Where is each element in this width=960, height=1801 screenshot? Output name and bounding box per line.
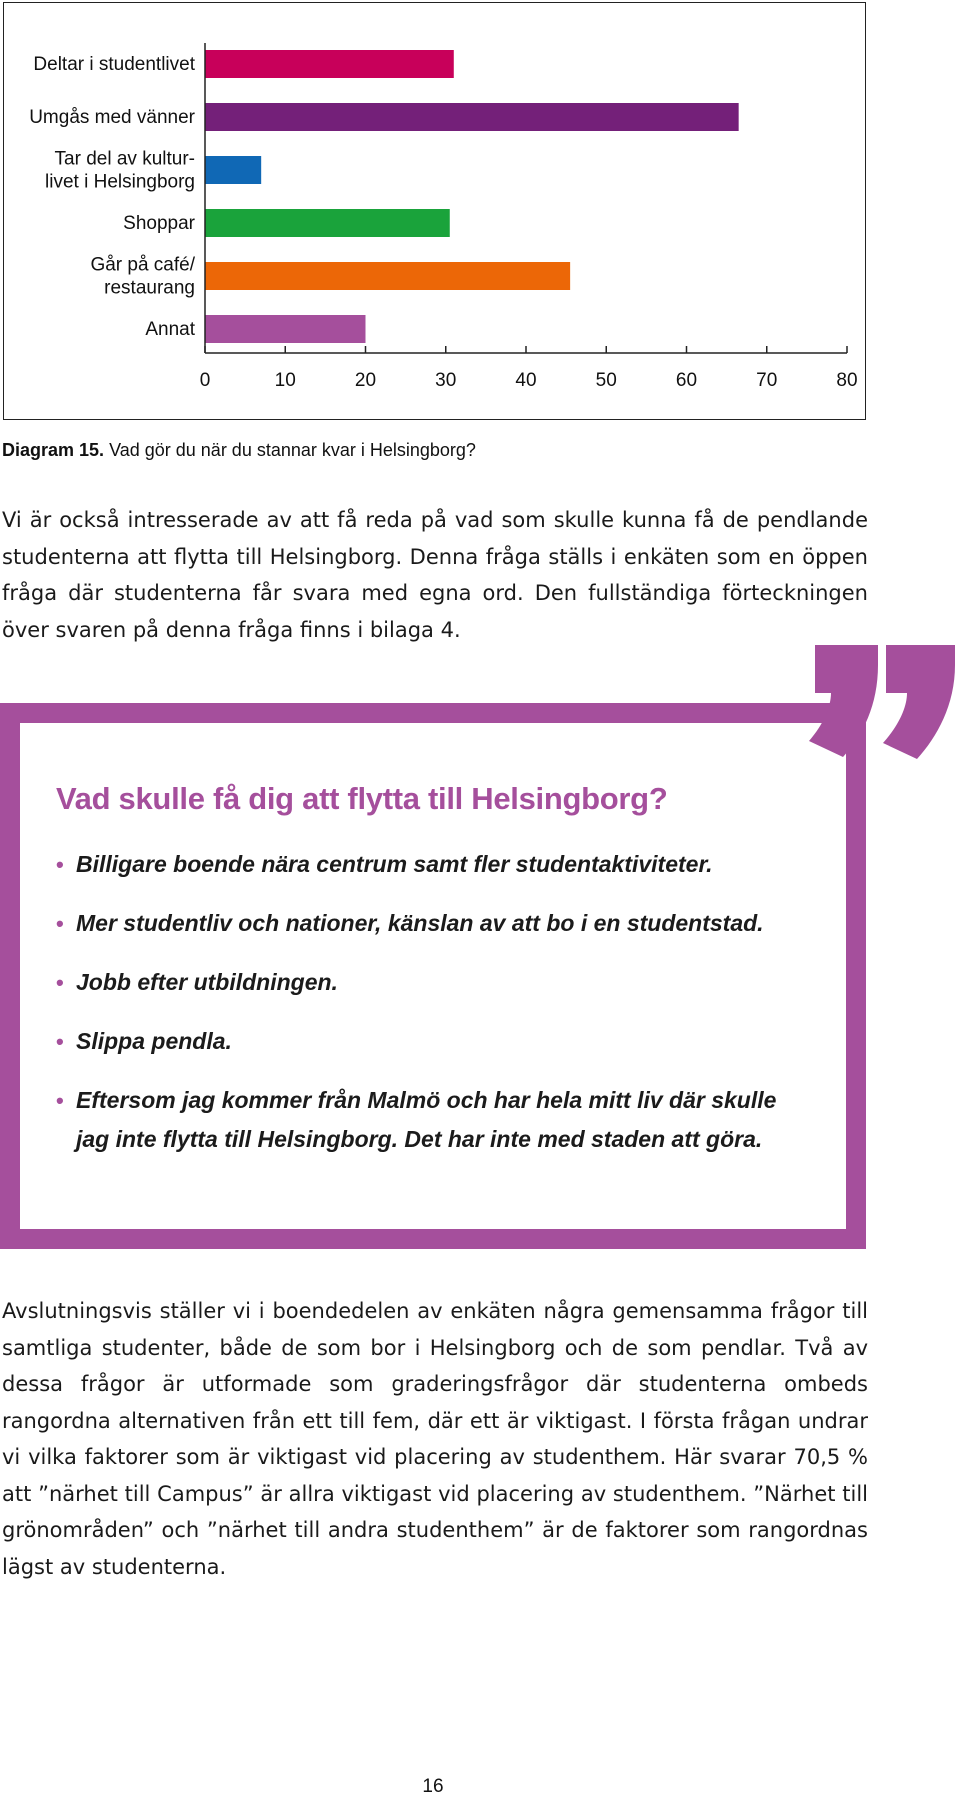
quote-item (56, 963, 816, 1002)
x-tick-label: 0 (199, 370, 211, 391)
bar (205, 103, 739, 131)
bullet-icon: • (56, 852, 64, 877)
bullet-icon: • (56, 1029, 64, 1054)
bar (205, 262, 570, 290)
category-label: livet i Helsingborg (45, 171, 195, 193)
quote-item-text: Slippa pendla. (76, 1028, 232, 1054)
quote-item-text: Jobb efter utbildningen. (76, 969, 338, 995)
quote-item-text: Billigare boende nära centrum samt fler studentaktiviteter. (76, 851, 713, 877)
page-number: 16 (422, 1776, 444, 1797)
x-tick-label: 80 (836, 370, 858, 391)
chart-caption (2, 440, 476, 461)
caption-label: Diagram 15. (2, 440, 105, 460)
quote-box-inner (20, 723, 846, 1229)
quote-title: Vad skulle få dig att flytta till Helsingborg? (56, 781, 668, 816)
quote-item (56, 1081, 816, 1159)
category-label: Umgås med vänner (29, 107, 195, 128)
quote-mark-left-icon (809, 645, 878, 757)
x-tick-label: 20 (354, 370, 377, 391)
bullet-icon: • (56, 970, 64, 995)
category-label: Annat (145, 319, 195, 340)
category-label: Shoppar (123, 213, 195, 234)
quote-item (56, 904, 816, 943)
category-label: Tar del av kultur- (54, 148, 195, 170)
bar (205, 315, 366, 343)
x-tick-label: 70 (756, 370, 778, 391)
bar (205, 209, 450, 237)
bar-chart (4, 3, 867, 421)
x-tick-label: 50 (595, 370, 617, 391)
category-label: Deltar i studentlivet (33, 54, 195, 75)
quote-list (56, 845, 816, 1179)
closing-paragraph: Avslutningsvis ställer vi i boendedelen av enkäten några gemensamma frågor till samtliga studenter, både de som bor i Helsingborg och de som pendlar. Två av dessa frågor är utformade som graderingsfrågor där studenterna ombeds rangordna alternativen från ett till fem, där ett är viktigast. I första frågan undrar vi vilka faktorer som är viktigast vid placering av studenthem. Här svarar 70,5 % att ”närhet till Campus” är allra viktigast vid placering av studenthem. ”Närhet till grönområden” och ”närhet till andra studenthem” är de faktorer som rangordnas lägst av studenterna. (2, 1299, 868, 1579)
x-tick-label: 30 (435, 370, 457, 391)
intro-paragraph: Vi är också intresserade av att få reda på vad som skulle kunna få de pendlande studenterna att flytta till Helsingborg. Denna fråga ställs i enkäten som en öppen fråga där studenterna får svara med egna ord. Den fullständiga förteckningen över svaren på denna fråga finns i bilaga 4. (2, 508, 868, 642)
bar (205, 156, 261, 184)
bar (205, 50, 454, 78)
category-label: Går på café/ (90, 254, 195, 276)
quote-item-text: Eftersom jag kommer från Malmö och har hela mitt liv där skulle jag inte flytta till Helsingborg. Det har inte med staden att göra. (76, 1087, 777, 1152)
x-tick-label: 40 (515, 370, 537, 391)
bullet-icon: • (56, 911, 64, 936)
x-tick-label: 10 (274, 370, 296, 391)
quote-item (56, 1022, 816, 1061)
quote-box (0, 703, 866, 1249)
caption-text: Vad gör du när du stannar kvar i Helsingborg? (104, 440, 476, 460)
quote-item-text: Mer studentliv och nationer, känslan av att bo i en studentstad. (76, 910, 764, 936)
bullet-icon: • (56, 1088, 64, 1113)
quote-marks-icon (805, 645, 955, 760)
x-tick-label: 60 (675, 370, 698, 391)
chart-frame (3, 2, 866, 420)
quote-item (56, 845, 816, 884)
quote-mark-right-icon (883, 645, 955, 759)
category-label: restaurang (104, 277, 195, 299)
